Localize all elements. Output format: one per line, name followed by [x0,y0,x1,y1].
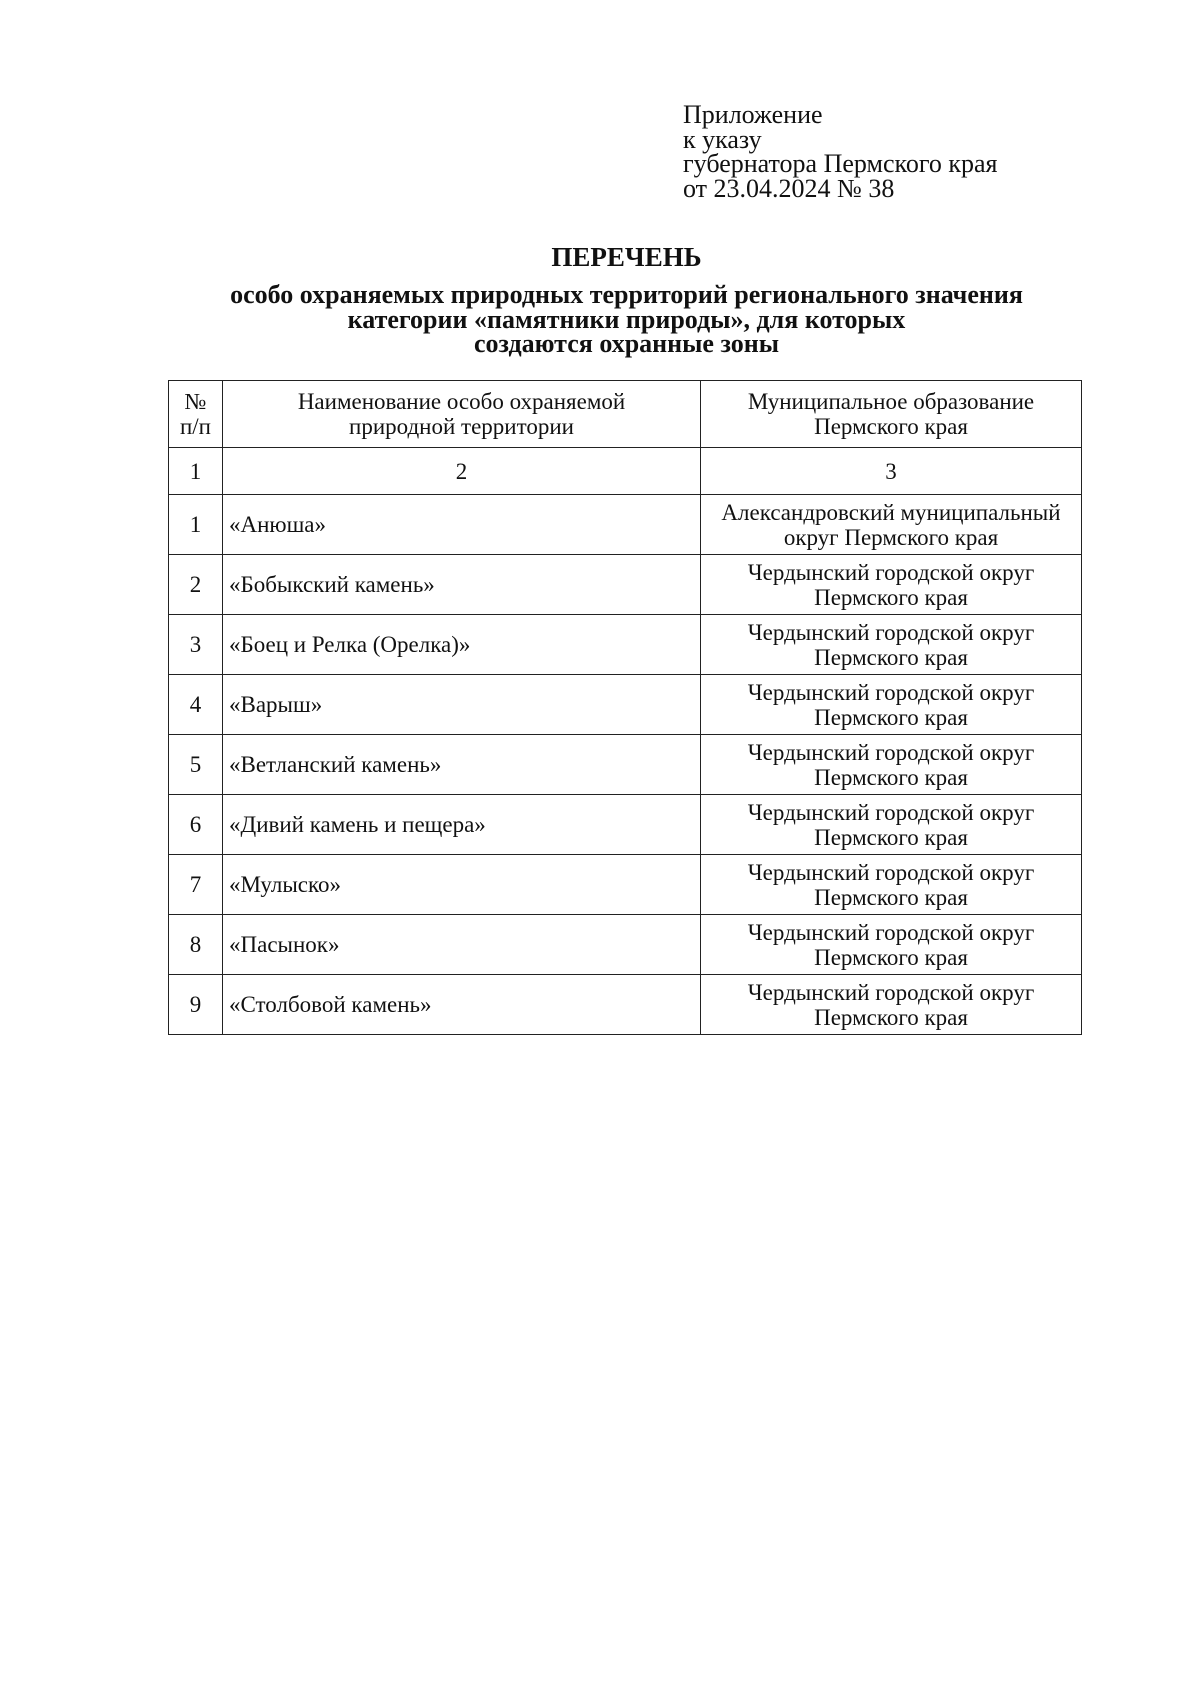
table-row [169,855,1082,915]
row-number: 8 [169,915,223,975]
municipality-line: округ Пермского края [783,524,999,550]
header-line: Наименование особо охраняемой [297,389,626,414]
municipality-line: Пермского края [814,824,968,850]
column-numbers-row [169,448,1082,495]
header-municipality [701,381,1082,448]
header-line: Пермского края [814,414,968,439]
column-number: 1 [169,448,223,495]
municipality [701,915,1082,975]
row-number: 1 [169,495,223,555]
municipality [701,555,1082,615]
municipality [701,735,1082,795]
table-header-row [169,381,1082,448]
municipality-line: Пермского края [814,884,968,910]
municipality [701,495,1082,555]
row-number: 6 [169,795,223,855]
table-row [169,795,1082,855]
row-number: 3 [169,615,223,675]
municipality-line: Чердынский городской округ [747,559,1035,585]
municipality-line: Пермского края [814,944,968,970]
municipality [701,855,1082,915]
header-line: № [184,389,207,414]
subtitle-line: создаются охранные зоны [473,329,780,358]
municipality-line: Чердынский городской округ [747,859,1035,885]
municipality-line: Чердынский городской округ [747,979,1035,1005]
municipality-line: Александровский муниципальный [721,499,1061,525]
header-number [169,381,223,448]
municipality [701,615,1082,675]
appendix-block [683,100,998,203]
municipality-line: Чердынский городской округ [747,919,1035,945]
municipality-line: Пермского края [814,764,968,790]
territory-name: «Бобыкский камень» [223,555,701,615]
row-number: 5 [169,735,223,795]
municipality-line: Пермского края [814,584,968,610]
territory-name: «Варыш» [223,675,701,735]
table-row [169,915,1082,975]
territories-table [168,380,1082,1035]
territory-name: «Столбовой камень» [223,975,701,1035]
document-subtitle [0,280,1200,358]
municipality-line: Пермского края [814,1004,968,1030]
territory-name: «Дивий камень и пещера» [223,795,701,855]
territory-name: «Мулыско» [223,855,701,915]
municipality-line: Чердынский городской округ [747,619,1035,645]
column-number: 2 [223,448,701,495]
appendix-line: к указу [683,124,762,154]
territory-name: «Ветланский камень» [223,735,701,795]
territory-name: «Боец и Релка (Орелка)» [223,615,701,675]
table-row [169,555,1082,615]
header-line: п/п [179,414,211,439]
header-name [223,381,701,448]
subtitle-line: особо охраняемых природных территорий регионального значения [230,280,1023,309]
header-line: Муниципальное образование [747,389,1035,414]
document-title: ПЕРЕЧЕНЬ [551,242,702,272]
municipality-line: Чердынский городской округ [747,679,1035,705]
subtitle-line: категории «памятники природы», для которых [347,304,906,334]
header-line: природной территории [349,414,574,439]
row-number: 9 [169,975,223,1035]
municipality [701,975,1082,1035]
table-row [169,495,1082,555]
row-number: 4 [169,675,223,735]
municipality-line: Пермского края [814,644,968,670]
territory-name: «Анюша» [223,495,701,555]
municipality [701,795,1082,855]
territory-name: «Пасынок» [223,915,701,975]
municipality-line: Пермского края [814,704,968,730]
appendix-line: губернатора Пермского края [683,149,998,178]
municipality-line: Чердынский городской округ [747,739,1035,765]
table-row [169,975,1082,1035]
appendix-line: Приложение [683,100,823,129]
municipality-line: Чердынский городской округ [747,799,1035,825]
table-row [169,615,1082,675]
row-number: 2 [169,555,223,615]
column-number: 3 [701,448,1082,495]
table-row [169,735,1082,795]
table-row [169,675,1082,735]
appendix-line: от 23.04.2024 № 38 [683,173,895,203]
municipality [701,675,1082,735]
row-number: 7 [169,855,223,915]
